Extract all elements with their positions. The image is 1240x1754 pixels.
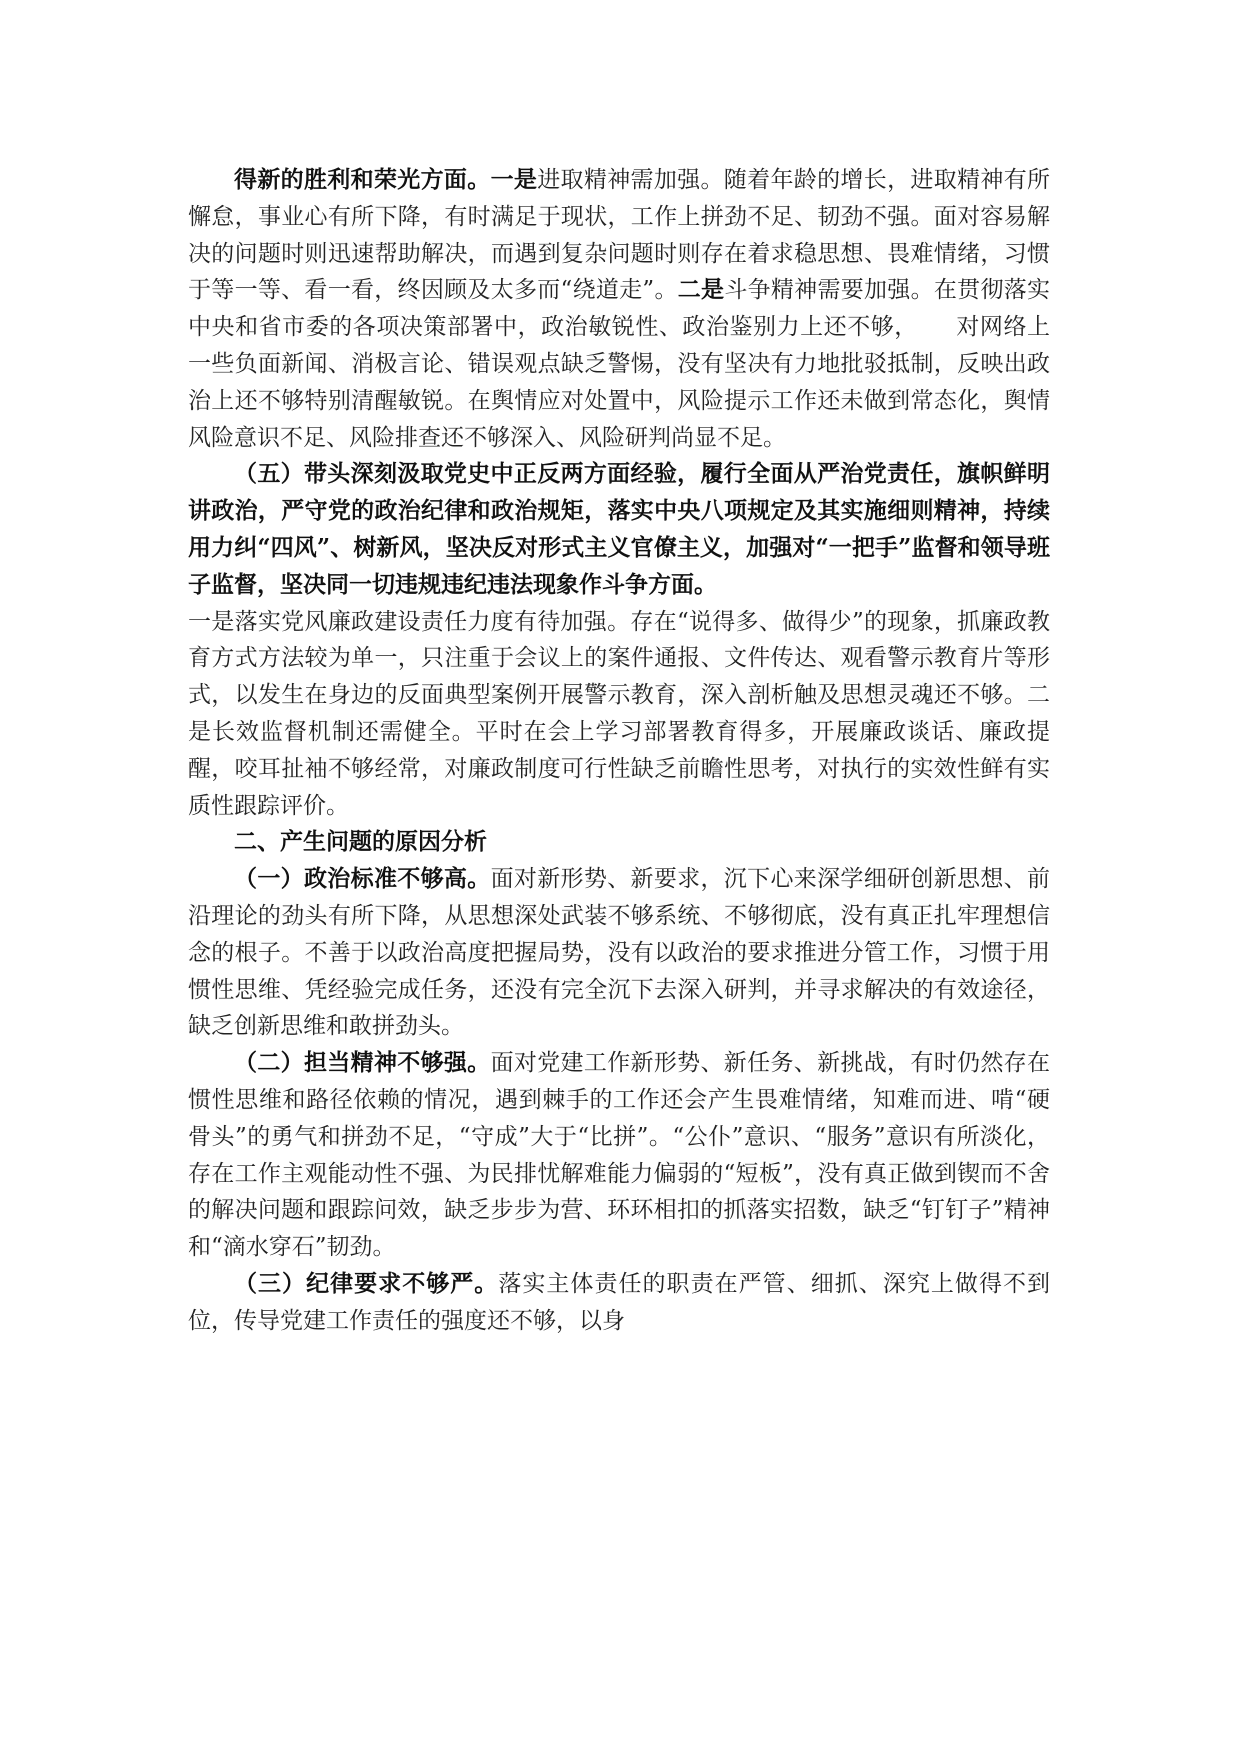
paragraph-cause-three <box>188 1266 1050 1340</box>
section-heading-five <box>188 456 1050 603</box>
item-marker-two: 二是 <box>677 276 725 304</box>
cause-one-heading: （一）政治标准不够高。 <box>234 865 491 893</box>
paragraph-integrity-work-text: 一是落实党风廉政建设责任力度有待加强。存在“说得多、做得少”的现象，抓廉政教育方式方法较为单一，只注重于会议上的案件通报、文件传达、观看警示教育片等形式，以发生在身边的反面典型案例开展警示教育，深入剖析触及思想灵魂还不够。二是长效监督机制还需健全。平时在会上学习部署教育得多，开展廉政谈话、廉政提醒，咬耳扯袖不够经常，对廉政制度可行性缺乏前瞻性思考，对执行的实效性鲜有实质性跟踪评价。 <box>188 608 1050 819</box>
chapter-heading-cause-analysis <box>188 824 1050 861</box>
cause-three-text: 落实主体责任的职责在严管、细抓、深究上做得不到位，传导党建工作责任的强度还不够，以身 <box>188 1270 1051 1334</box>
paragraph-integrity-work <box>188 604 1050 825</box>
cause-two-text: 面对党建工作新形势、新任务、新挑战，有时仍然存在惯性思维和路径依赖的情况，遇到棘手的工作还会产生畏难情绪，知难而进、啃“硬骨头”的勇气和拼劲不足，“守成”大于“比拼”。“公仆”意识、“服务”意识有所淡化，存在工作主观能动性不强、为民排忧解难能力偏弱的“短板”，没有真正做到锲而不舍的解决问题和跟踪问效，缺乏步步为营、环环相扣的抓落实招数，缺乏“钉钉子”精神和“滴水穿石”韧劲。 <box>188 1050 1051 1261</box>
cause-three-heading: （三）纪律要求不够严。 <box>234 1269 499 1297</box>
item-text-two: 斗争精神需要加强。在贯彻落实中央和省市委的各项决策部署中，政治敏锐性、政治鉴别力上还不够， <box>188 277 1051 341</box>
section-heading-five-text: （五）带头深刻汲取党史中正反两方面经验，履行全面从严治党责任，旗帜鲜明讲政治，严守党的政治纪律和政治规矩，落实中央八项规定及其实施细则精神，持续用力纠“四风”、树新风，坚决反对形式主义官僚主义，加强对“一把手”监督和领导班子监督，坚决同一切违规违纪违法现象作斗争方面。 <box>188 460 1050 598</box>
paragraph-shortcomings-continued <box>188 162 1050 456</box>
item-text-two-continued: 对网络上一些负面新闻、消极言论、错误观点缺乏警惕，没有坚决有力地批驳抵制，反映出政治上还不够特别清醒敏锐。在舆情应对处置中，风险提示工作还未做到常态化，舆情风险意识不足、风险排查还不够深入、风险研判尚显不足。 <box>188 314 1051 451</box>
document-body <box>188 162 1050 1340</box>
item-marker-one: 一是 <box>490 166 538 193</box>
chapter-heading-cause-analysis-text: 二、产生问题的原因分析 <box>234 828 487 856</box>
heading-fragment: 得新的胜利和荣光方面。 <box>234 166 491 193</box>
cause-one-text: 面对新形势、新要求，沉下心来深学细研创新思想、前沿理论的劲头有所下降，从思想深处武装不够系统、不够彻底，没有真正扎牢理想信念的根子。不善于以政治高度把握局势，没有以政治的要求推进分管工作，习惯于用惯性思维、凭经验完成任务，还没有完全沉下去深入研判，并寻求解决的有效途径，缺乏创新思维和敢拼劲头。 <box>188 866 1051 1040</box>
cause-two-heading: （二）担当精神不够强。 <box>234 1049 491 1077</box>
item-text-one: 进取精神需加强。随着年龄的增长，进取精神有所懈怠，事业心有所下降，有时满足于现状，工作上拼劲不足、韧劲不强。面对容易解决的问题时则迅速帮助解决，而遇到复杂问题时则存在着求稳思想、畏难情绪，习惯于等一等、看一看，终因顾及太多而“绕道走”。 <box>188 167 1051 304</box>
paragraph-cause-two <box>188 1045 1050 1266</box>
paragraph-cause-one <box>188 861 1050 1045</box>
